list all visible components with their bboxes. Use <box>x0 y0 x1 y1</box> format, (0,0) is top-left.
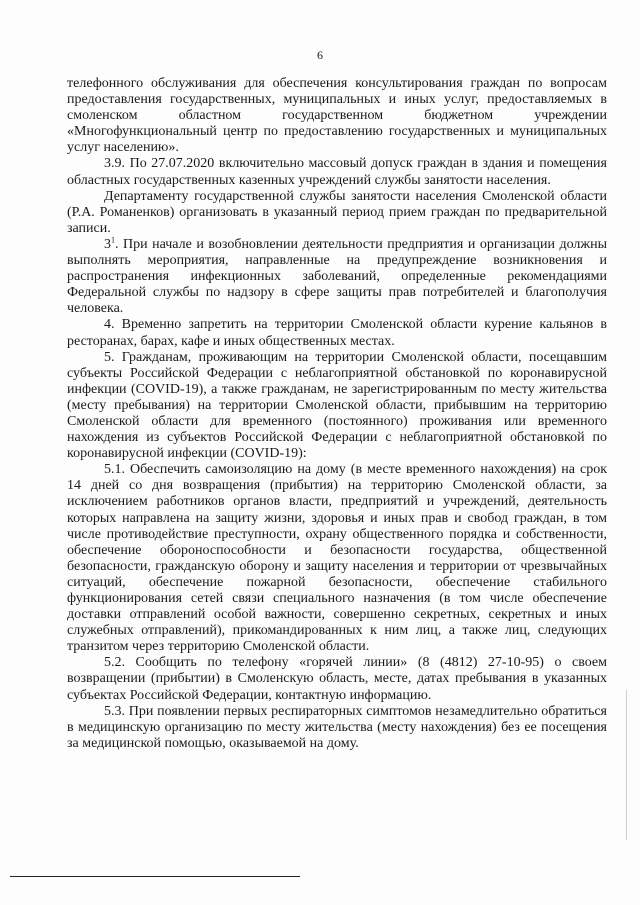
paragraph-mfc-hotline: телефонного обслуживания для обеспечения консультирования граждан по вопросам предоставления государственных, муниципальных и иных услуг, предоставляемых в смоленском областном государственном бюджетном учреждении «Многофункциональный центр по предоставлению государственных и муниципальных услуг населению». <box>67 76 607 156</box>
paragraph-5-3: 5.3. При появлении первых респираторных симптомов незамедлительно обратиться в медицинскую организацию по месту жительства (месту нахождения) без ее посещения за медицинской помощью, оказываемой на дому. <box>67 703 607 751</box>
paragraph-number: 3 <box>104 236 111 252</box>
paragraph-3-9: 3.9. По 27.07.2020 включительно массовый допуск граждан в здания и помещения областных государственных казенных учреждений службы занятости населения. <box>67 156 607 188</box>
paragraph-3-1 <box>67 237 607 317</box>
footer-rule <box>10 876 300 877</box>
paragraph-employment-department: Департаменту государственной службы занятости населения Смоленской области (Р.А. Романенков) организовать в указанный период прием граждан по предварительной записи. <box>67 188 607 236</box>
superscript-index: 1 <box>111 235 115 245</box>
document-body <box>67 76 607 752</box>
page-number: 6 <box>317 48 323 62</box>
paragraph-5-1: 5.1. Обеспечить самоизоляцию на дому (в месте временного нахождения) на срок 14 дней со дня возвращения (прибытия) на территорию Смоленской области, за исключением работников органов власти, предприятий и учреждений, деятельность которых направлена на защиту жизни, здоровья и иных прав и свобод граждан, в том числе противодействие преступности, охрану общественного порядка и собственности, обеспечение обороноспособности и безопасности государства, общественной безопасности, гражданскую оборону и защиту населения и территории от чрезвычайных ситуаций, обеспечение пожарной безопасности, обеспечение стабильного функционирования сетей связи специального назначения (в том числе обеспечение доставки отправлений особой важности, совершенно секретных, секретных и иных служебных отправлений), прикомандированных к ним лиц, а также лиц, следующих транзитом через территорию Смоленской области. <box>67 462 607 655</box>
scan-edge-line <box>626 690 627 840</box>
paragraph-text: . При начале и возобновлении деятельности предприятия и организации должны выполнять мероприятия, направленные на предупреждение возникновения и распространения инфекционных заболеваний, определенные рекомендациями Федеральной службы по надзору в сфере защиты прав потребителей и благополучия человека. <box>67 236 607 317</box>
paragraph-5: 5. Гражданам, проживающим на территории Смоленской области, посещавшим субъекты Российской Федерации с неблагоприятной обстановкой по коронавирусной инфекции (COVID-19), а также гражданам, не зарегистрированным по месту жительства (месту пребывания) на территории Смоленской области, прибывшим на территорию Смоленской области для временного (постоянного) проживания или временного нахождения из субъектов Российской Федерации с неблагоприятной обстановкой по коронавирусной инфекции (COVID-19): <box>67 349 607 462</box>
paragraph-4: 4. Временно запретить на территории Смоленской области курение кальянов в ресторанах, барах, кафе и иных общественных местах. <box>67 317 607 349</box>
paragraph-5-2: 5.2. Сообщить по телефону «горячей линии» (8 (4812) 27-10-95) о своем возвращении (прибытии) в Смоленскую область, месте, датах пребывания в указанных субъектах Российской Федерации, контактную информацию. <box>67 655 607 703</box>
